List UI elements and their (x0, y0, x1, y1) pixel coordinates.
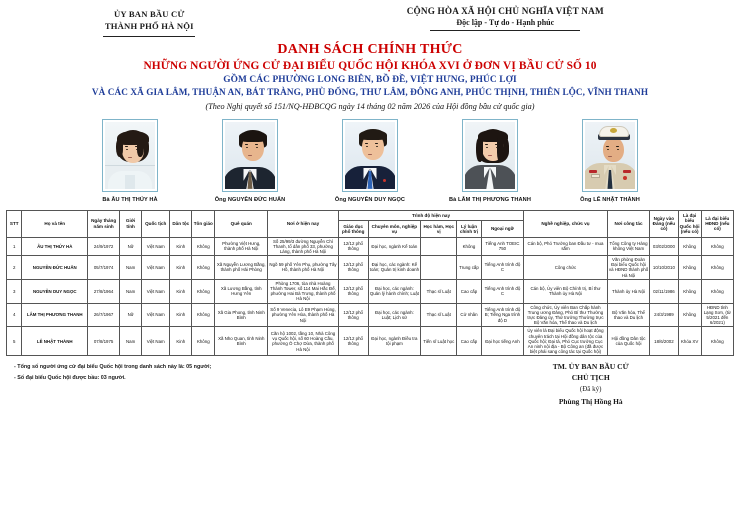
cell-academic: Tiến sĩ Luật học (421, 327, 457, 356)
constituency-communes: VÀ CÁC XÃ GIA LÂM, THUẬN AN, BÁT TRÀNG, PHÙ ĐỔNG, THƯ LÂM, ĐÔNG ANH, PHÚC THỊNH, THIÊN LỘC, VĨNH THANH (91, 86, 649, 97)
cell-stt: 2 (7, 256, 22, 280)
cell-stt: 5 (7, 327, 22, 356)
cell-religion: Không (192, 237, 215, 256)
th-language: Ngoại ngữ (481, 221, 523, 237)
cell-ethnicity: Kinh (170, 303, 192, 327)
cell-hdnd-deputy: Không (701, 237, 733, 256)
cell-party-date: 10/10/2010 (650, 256, 678, 280)
candidate-photo-card (324, 119, 416, 203)
photo-frame (582, 119, 638, 192)
summary-note-total: - Tổng số người ứng cử đại biểu Quốc hội trong danh sách này là: 05 người; (14, 364, 212, 371)
cell-profession: Đại học, các ngành: Kế toán; Quản trị kinh doanh (368, 256, 421, 280)
cell-hometown: Xã Nho Quan, tỉnh Ninh Bình (215, 327, 268, 356)
cell-occupation: Công chức (524, 256, 608, 280)
document-header (0, 0, 740, 37)
cell-nationality: Việt Nam (142, 327, 170, 356)
cell-ethnicity: Kinh (170, 279, 192, 303)
cell-education: 12/12 phổ thông (338, 256, 368, 280)
title-block (0, 42, 740, 111)
cell-profession: Đại học, ngành Kế toán (368, 237, 421, 256)
cell-nationality: Việt Nam (142, 256, 170, 280)
cell-language: Tiếng Anh trình độ B; Tiếng Nga trình độ D (481, 303, 523, 327)
cell-gender: Nữ (120, 237, 142, 256)
table-row (7, 237, 734, 256)
photo-caption: Bà ÂU THỊ THÚY HÀ (102, 196, 158, 203)
th-profession: Chuyên môn, nghiệp vụ (368, 221, 421, 237)
cell-residence: Số 9 Venecia, Lô E9 Phạm Hùng, phường Yên Hòa, thành phố Hà Nội (268, 303, 339, 327)
cell-profession: Đại học, các ngành: Luật; Lịch sử (368, 303, 421, 327)
cell-politics: Cao cấp (457, 279, 481, 303)
cell-name: LÊ NHẬT THÀNH (22, 327, 88, 356)
cell-stt: 4 (7, 303, 22, 327)
th-party-date: Ngày vào Đảng (nếu có) (650, 210, 678, 237)
photo-frame (222, 119, 278, 192)
th-full-name: Họ và tên (22, 210, 88, 237)
cell-language: Tiếng Anh trình độ C (481, 256, 523, 280)
th-qualification-group: Trình độ hiện nay (338, 210, 523, 221)
cell-language: Đại học tiếng Anh (481, 327, 523, 356)
portrait-man-dark-suit (225, 122, 275, 189)
signature-name: Phùng Thị Hồng Hà (558, 397, 623, 407)
cell-politics: Cao cấp (457, 327, 481, 356)
th-education: Giáo dục phổ thông (338, 221, 368, 237)
cell-gender: Nam (120, 279, 142, 303)
portrait-man-navy-suit (345, 122, 395, 189)
th-workplace: Nơi công tác (607, 210, 649, 237)
cell-residence: Số 25/99/3 đường Nguyễn Chí Thanh, tổ dân phố 33, phường Láng, thành phố Hà Nội (268, 237, 339, 256)
cell-gender: Nam (120, 327, 142, 356)
cell-na-deputy: Không (678, 256, 701, 280)
authority-line-2: THÀNH PHỐ HÀ NỘI (104, 21, 194, 32)
cell-academic (421, 237, 457, 256)
portrait-woman-short-hair (105, 122, 155, 189)
photo-caption: Ông NGUYỄN DUY NGỌC (334, 196, 406, 203)
signature-role: CHỦ TỊCH (571, 373, 610, 383)
photo-frame (462, 119, 518, 192)
cell-party-date: 24/3/1989 (650, 303, 678, 327)
page-title: DANH SÁCH CHÍNH THỨC (277, 41, 463, 57)
table-header-row-1 (7, 210, 734, 221)
th-politics: Lý luận chính trị (457, 221, 481, 237)
cell-stt: 1 (7, 237, 22, 256)
th-na-deputy: Là đại biểu Quốc hội (nếu có) (678, 210, 701, 237)
cell-occupation: Ủy viên là Đại biểu Quốc hội hoạt động chuyên trách tại Hội đồng dân tộc của Quốc hội; Đại tá, Phó Cục trưởng Cục An ninh nội địa - Bộ Công an (đã được biệt phái sang công tác tại Quốc hội) (524, 327, 608, 356)
cell-ethnicity: Kinh (170, 327, 192, 356)
photo-frame (342, 119, 398, 192)
cell-hdnd-deputy: HĐND tỉnh Lạng Sơn, (từ 5/2021 đến 6/2021) (701, 303, 733, 327)
signature-block (455, 362, 726, 406)
cell-hometown: Xã Lương Bằng, tỉnh Hưng Yên (215, 279, 268, 303)
cell-nationality: Việt Nam (142, 279, 170, 303)
table-body (7, 237, 734, 356)
photo-caption: Ông NGUYỄN ĐỨC HUẤN (214, 196, 286, 203)
cell-politics: Cử nhân (457, 303, 481, 327)
page-subtitle: NHỮNG NGƯỜI ỨNG CỬ ĐẠI BIỂU QUỐC HỘI KHÓA XVI Ở ĐƠN VỊ BẦU CỬ SỐ 10 (143, 59, 597, 72)
cell-education: 12/12 phổ thông (338, 327, 368, 356)
cell-academic: Thạc sĩ Luật (421, 303, 457, 327)
cell-name: ÂU THỊ THÚY HÀ (22, 237, 88, 256)
constituency-wards: GỒM CÁC PHƯỜNG LONG BIÊN, BỒ ĐỀ, VIỆT HƯNG, PHÚC LỢI (223, 74, 517, 85)
th-academic: Học hàm, Học vị (421, 221, 457, 237)
cell-name: NGUYỄN ĐỨC HUẤN (22, 256, 88, 280)
cell-name: NGUYỄN DUY NGỌC (22, 279, 88, 303)
portrait-man-police-uniform (585, 122, 635, 189)
portrait-woman-grey-blazer (465, 122, 515, 189)
candidate-photo-card (84, 119, 176, 203)
cell-occupation: Công chức, Ủy viên Ban Chấp hành Trung ương Đảng, Phó Bí thư Thường trực Đảng ủy, Thứ trưởng Thường trực Bộ Văn hóa, Thể thao và Du lịch (524, 303, 608, 327)
cell-na-deputy: Không (678, 303, 701, 327)
summary-note-elected: - Số đại biểu Quốc hội được bầu: 03 người. (14, 375, 126, 382)
cell-gender: Nam (120, 256, 142, 280)
cell-workplace: Tổng Công ty Hàng không Việt Nam (607, 237, 649, 256)
cell-hometown: Xã Gia Phong, tỉnh Ninh Bình (215, 303, 268, 327)
cell-party-date: 03/02/2000 (650, 237, 678, 256)
signature-org: TM. ỦY BAN BẦU CỬ (552, 362, 629, 372)
table-row (7, 327, 734, 356)
resolution-note: (Theo Nghị quyết số 151/NQ-HĐBCQG ngày 14 tháng 02 năm 2026 của Hội đồng bầu cử quốc gia) (205, 101, 535, 111)
cell-academic (421, 256, 457, 280)
document-footer (0, 362, 740, 406)
cell-dob: 07/8/1975 (88, 327, 120, 356)
cell-hdnd-deputy: Không (701, 327, 733, 356)
cell-profession: Đại học, ngành Điều tra tội phạm (368, 327, 421, 356)
cell-education: 12/12 phổ thông (338, 279, 368, 303)
cell-politics: Không (457, 237, 481, 256)
cell-hometown: Xã Nguyễn Lương Bằng, thành phố Hải Phòng (215, 256, 268, 280)
cell-education: 12/12 phổ thông (338, 237, 368, 256)
cell-na-deputy: Không (678, 237, 701, 256)
cell-religion: Không (192, 303, 215, 327)
cell-religion: Không (192, 327, 215, 356)
cell-na-deputy: Không (678, 279, 701, 303)
cell-residence: Căn hộ 1002, tầng 10, Nhà Công vụ Quốc hội, số 60 Hoàng Cầu, phường Ô Chợ Dừa, thành phố Hà Nội (268, 327, 339, 356)
summary-notes (14, 362, 455, 406)
cell-hdnd-deputy: Không (701, 256, 733, 280)
th-occupation: Nghề nghiệp, chức vụ (524, 210, 608, 237)
th-residence: Nơi ở hiện nay (268, 210, 339, 237)
cell-workplace: Thành ủy Hà Nội (607, 279, 649, 303)
cell-politics: Trung cấp (457, 256, 481, 280)
cell-profession: Đại học, các ngành: Quản lý hành chính; Luật (368, 279, 421, 303)
cell-hometown: Phường Việt Hưng, thành phố Hà Nội (215, 237, 268, 256)
national-motto: Độc lập - Tự do - Hạnh phúc (456, 18, 555, 27)
cell-academic: Thạc sĩ Luật (421, 279, 457, 303)
th-stt: STT (7, 210, 22, 237)
candidate-table (6, 210, 734, 356)
candidate-photo-card (564, 119, 656, 203)
candidate-photo-strip (0, 119, 740, 203)
cell-name: LÂM THỊ PHƯƠNG THANH (22, 303, 88, 327)
cell-hdnd-deputy: Không (701, 279, 733, 303)
national-heading-block (285, 6, 726, 37)
cell-dob: 24/9/1972 (88, 237, 120, 256)
cell-religion: Không (192, 279, 215, 303)
cell-language: Tiếng Anh TOEIC 750 (481, 237, 523, 256)
cell-workplace: Bộ Văn hóa, Thể thao và Du lịch (607, 303, 649, 327)
authority-line-1: ỦY BAN BẦU CỬ (114, 9, 185, 19)
th-ethnicity: Dân tộc (170, 210, 192, 237)
cell-religion: Không (192, 256, 215, 280)
table-row (7, 256, 734, 280)
cell-nationality: Việt Nam (142, 237, 170, 256)
cell-stt: 3 (7, 279, 22, 303)
th-hometown: Quê quán (215, 210, 268, 237)
cell-ethnicity: Kinh (170, 256, 192, 280)
issuing-authority-block (14, 6, 285, 37)
cell-language: Tiếng Anh trình độ C (481, 279, 523, 303)
cell-party-date: 02/11/1986 (650, 279, 678, 303)
table-row (7, 279, 734, 303)
authority-underline (103, 36, 195, 37)
th-nationality: Quốc tịch (142, 210, 170, 237)
th-hdnd-deputy: Là đại biểu HĐND (nếu có) (701, 210, 733, 237)
photo-caption: Ông LÊ NHẬT THÀNH (580, 196, 640, 203)
cell-education: 12/12 phổ thông (338, 303, 368, 327)
national-title: CỘNG HÒA XÃ HỘI CHỦ NGHĨA VIỆT NAM (406, 6, 604, 16)
photo-frame (102, 119, 158, 192)
candidate-table-wrap (6, 210, 734, 356)
cell-occupation: Cán bộ, Ủy viên Bộ Chính trị, Bí thư Thành ủy Hà Nội (524, 279, 608, 303)
cell-residence: Phòng 1706, tòa nhà Hoàng Thành Tower, số 114 Mai Hắc Đế, phường Hai Bà Trưng, thành phố Hà Nội (268, 279, 339, 303)
cell-occupation: Cán bộ, Phó Trưởng ban Đầu tư - mua sắm (524, 237, 608, 256)
motto-underline (430, 30, 580, 31)
cell-residence: Ngõ 59 phố Yên Phụ, phường Tây Hồ, thành phố Hà Nội (268, 256, 339, 280)
cell-dob: 05/7/1974 (88, 256, 120, 280)
cell-gender: Nữ (120, 303, 142, 327)
candidate-photo-card (444, 119, 536, 203)
th-gender: Giới tính (120, 210, 142, 237)
table-row (7, 303, 734, 327)
cell-workplace: Hội đồng Dân tộc của Quốc hội (607, 327, 649, 356)
candidate-photo-card (204, 119, 296, 203)
cell-ethnicity: Kinh (170, 237, 192, 256)
cell-dob: 26/7/1967 (88, 303, 120, 327)
signature-status: (Đã ký) (579, 385, 602, 394)
cell-na-deputy: Khóa XV (678, 327, 701, 356)
th-religion: Tôn giáo (192, 210, 215, 237)
cell-nationality: Việt Nam (142, 303, 170, 327)
photo-caption: Bà LÂM THỊ PHƯƠNG THANH (449, 196, 531, 203)
cell-party-date: 18/6/2002 (650, 327, 678, 356)
cell-dob: 27/8/1964 (88, 279, 120, 303)
th-dob: Ngày tháng năm sinh (88, 210, 120, 237)
cell-workplace: Văn phòng Đoàn Đại biểu Quốc hội và HĐND thành phố Hà Nội (608, 257, 649, 278)
